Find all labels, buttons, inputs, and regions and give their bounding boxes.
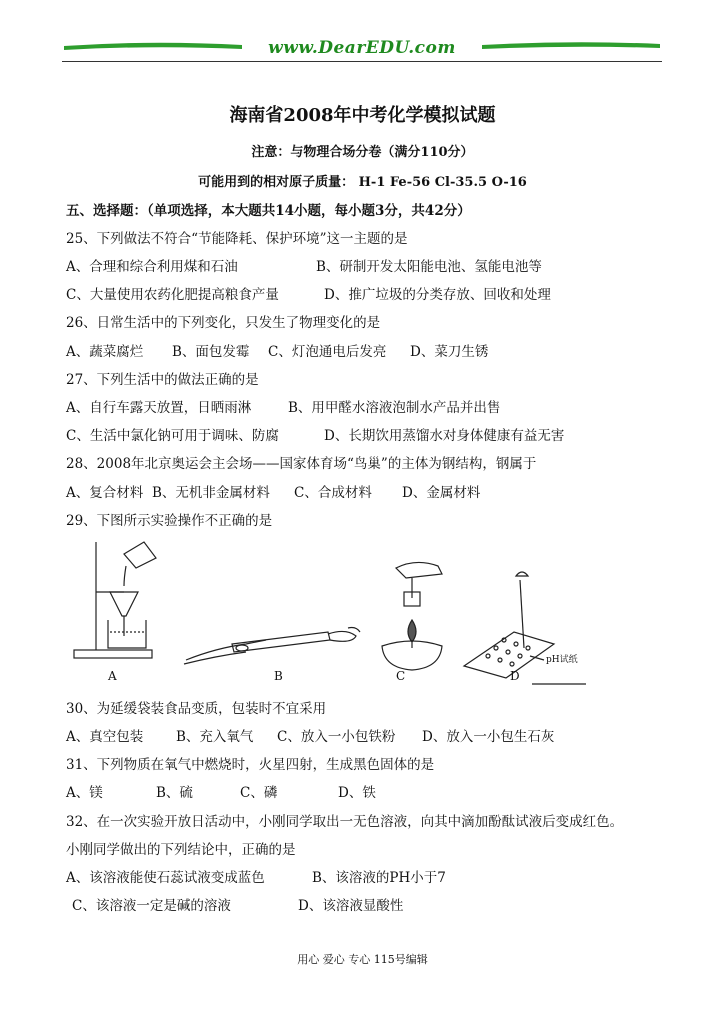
option-d: D、菜刀生锈	[410, 344, 489, 360]
page-footer: 用心 爱心 专心 115号编辑	[297, 953, 428, 966]
exam-note: 注意：与物理合场分卷（满分110分）	[251, 145, 474, 160]
atomic-mass-line: 可能用到的相对原子质量： H-1 Fe-56 Cl-35.5 O-16	[198, 175, 527, 190]
section-heading: 五、选择题：（单项选择，本大题共14小题，每小题3分，共42分）	[66, 203, 471, 219]
question-32-options-2	[72, 894, 403, 914]
option-c: C、合成材料	[294, 485, 372, 501]
option-b: B、用甲醛水溶液泡制水产品并出售	[288, 400, 501, 416]
question-31-stem: 31、下列物质在氧气中燃烧时，火星四射，生成黑色固体的是	[66, 757, 435, 773]
question-31-options	[66, 781, 376, 801]
option-d: D、长期饮用蒸馏水对身体健康有益无害	[324, 428, 565, 444]
filtration-setup-icon	[74, 542, 156, 658]
option-a: A、该溶液能使石蕊试液变成蓝色	[66, 870, 265, 886]
option-a: A、蔬菜腐烂	[66, 344, 144, 360]
question-27-options-2	[66, 424, 564, 444]
option-c: C、生活中氯化钠可用于调味、防腐	[66, 428, 279, 444]
option-d: D、放入一小包生石灰	[422, 729, 555, 745]
question-26-stem: 26、日常生活中的下列变化，只发生了物理变化的是	[66, 315, 381, 331]
option-c: C、灯泡通电后发亮	[268, 344, 387, 360]
figure-label-d: D	[510, 669, 520, 683]
option-a: A、真空包装	[66, 729, 144, 745]
option-c: C、放入一小包铁粉	[277, 729, 396, 745]
site-name[interactable]: www.DearEDU.com	[268, 38, 456, 58]
question-27-stem: 27、下列生活中的做法正确的是	[66, 372, 259, 388]
question-26-options	[66, 340, 488, 360]
question-28-options	[66, 481, 480, 501]
question-28-stem: 28、2008年北京奥运会主会场——国家体育场“鸟巢”的主体为钢结构，钢属于	[66, 456, 537, 472]
lab-operations-illustration	[66, 536, 596, 686]
option-a: A、镁	[66, 785, 103, 801]
option-b: B、研制开发太阳能电池、氢能电池等	[316, 259, 542, 275]
option-c: C、大量使用农药化肥提高粮食产量	[66, 287, 279, 303]
option-b: B、该溶液的PH小于7	[312, 870, 446, 886]
question-25-options-2	[66, 283, 551, 303]
question-30-options	[66, 725, 554, 745]
question-25-options-1	[66, 255, 542, 275]
option-a: A、复合材料	[66, 485, 144, 501]
header-banner	[62, 36, 662, 62]
option-a: A、合理和综合利用煤和石油	[66, 259, 238, 275]
option-a: A、自行车露天放置，日晒雨淋	[66, 400, 252, 416]
option-d: D、铁	[338, 785, 376, 801]
option-d: D、推广垃圾的分类存放、回收和处理	[324, 287, 551, 303]
question-30-stem: 30、为延缓袋装食品变质，包装时不宜采用	[66, 701, 327, 717]
question-32-stem-2: 小刚同学做出的下列结论中，正确的是	[66, 842, 296, 858]
option-b: B、充入氧气	[176, 729, 254, 745]
option-d: D、该溶液显酸性	[298, 898, 404, 914]
question-29-stem: 29、下图所示实验操作不正确的是	[66, 513, 273, 529]
figure-label-a: A	[108, 669, 117, 683]
option-c: C、磷	[240, 785, 278, 801]
ph-paper-label: pH试纸	[546, 655, 578, 665]
test-tube-holding-icon	[184, 628, 360, 665]
option-d: D、金属材料	[402, 485, 481, 501]
option-b: B、硫	[156, 785, 193, 801]
ph-test-icon	[464, 572, 586, 684]
option-b: B、无机非金属材料	[152, 485, 270, 501]
experiment-figure	[66, 536, 596, 686]
option-c: C、该溶液一定是碱的溶液	[72, 898, 231, 914]
header-rule	[62, 61, 662, 62]
figure-label-b: B	[274, 669, 283, 683]
question-32-options-1	[66, 866, 446, 886]
question-32-stem: 32、在一次实验开放日活动中，小刚同学取出一无色溶液，向其中滴加酚酞试液后变成红色。	[66, 814, 624, 830]
question-27-options-1	[66, 396, 500, 416]
page-title: 海南省2008年中考化学模拟试题	[229, 105, 496, 126]
question-25-stem: 25、下列做法不符合“节能降耗、保护环境”这一主题的是	[66, 231, 408, 247]
option-b: B、面包发霉	[172, 344, 250, 360]
alcohol-lamp-icon	[382, 562, 442, 670]
figure-label-c: C	[396, 669, 406, 683]
